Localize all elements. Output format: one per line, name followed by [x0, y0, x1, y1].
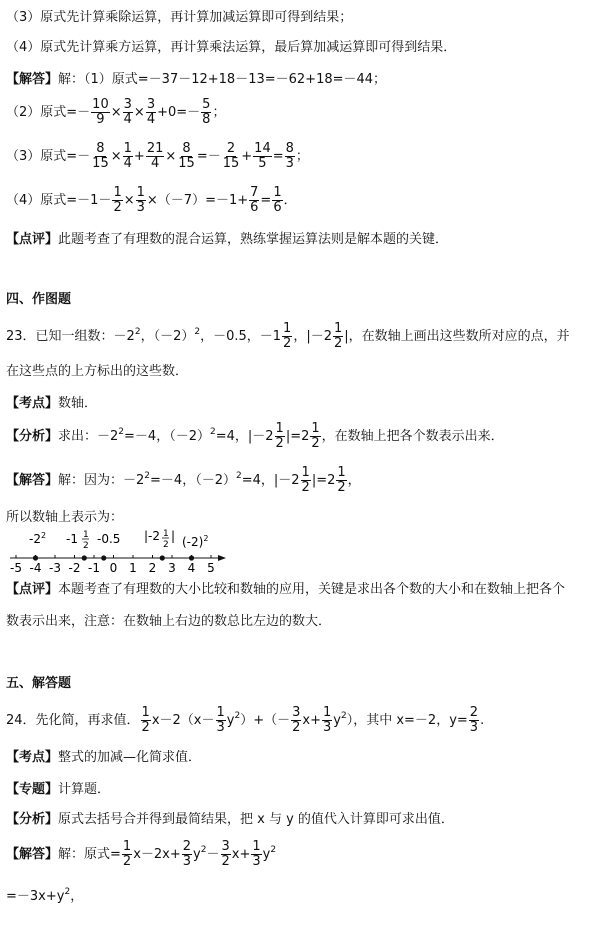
- fraction: $\frac{3}{4}$: [123, 97, 132, 127]
- number-line: [4, 528, 244, 576]
- question-23-line2: 在这些点的上方标出的这些数．: [6, 364, 189, 379]
- tick-label: 1: [129, 561, 137, 575]
- fraction: $\frac{8}{15}$: [178, 141, 195, 171]
- fraction: $\frac{1}{2}$: [122, 839, 132, 869]
- question-24: 24．先化简，再求值． $\frac{1}{2}$ x－2（x－ $\frac{1}{3}$ $y^2)+(-$ $\frac{3}{2}$ x+ $\frac{1}{3}$ $y^2$），其中 x=－2，y= $\frac{2}{3}$ .: [6, 705, 485, 735]
- fraction: $\frac{3}{2}$: [292, 705, 301, 735]
- label-frac-num: 1: [83, 530, 89, 540]
- answer-label: 【解答】: [6, 72, 59, 87]
- fraction: $\frac{1}{2}$: [301, 465, 310, 495]
- label-neg-0-5: -0.5: [97, 532, 121, 546]
- number-point: [101, 555, 106, 560]
- kaodian-23: 【考点】数轴．: [6, 396, 98, 411]
- number-point: [189, 555, 194, 560]
- fraction: $\frac{1}{6}$: [273, 185, 282, 215]
- tick-label: 4: [187, 561, 196, 575]
- fraction: $\frac{1}{4}$: [123, 141, 132, 171]
- label-abs-neg-2-half: |-2: [144, 529, 161, 543]
- fraction: $\frac{1}{2}$: [275, 421, 284, 451]
- svg-text:1: 1: [163, 529, 169, 539]
- fraction: $\frac{2}{3}$: [469, 705, 479, 735]
- zhuanti-24: 【专题】计算题．: [6, 782, 111, 797]
- jieda-23: 【解答】解：因为：$-2^2=-4$，$(-2)^2=4$，|－2 $\frac{1}{2}$ |=2 $\frac{1}{2}$ ，: [6, 465, 361, 495]
- fraction: $\frac{8}{3}$: [285, 141, 294, 171]
- fraction: $\frac{1}{2}$: [311, 421, 320, 451]
- step4-text: （4）原式先计算乘方运算，再计算乘法运算，最后算加减运算即可得到结果．: [6, 40, 457, 55]
- number-point: [160, 555, 165, 560]
- tick-label: -2: [68, 561, 81, 575]
- label-neg-1-half: -1: [66, 532, 78, 546]
- axis-arrow: [218, 555, 226, 561]
- final-result: $=-3x+y^2$，: [6, 887, 84, 904]
- fraction: $\frac{2}{3}$: [182, 839, 192, 869]
- numberline-intro: 所以数轴上表示为：: [6, 510, 124, 525]
- fenxi-24: 【分析】原式去括号合并得到最简结果，把 x 与 y 的值代入计算即可求出值．: [6, 812, 454, 827]
- fraction: $\frac{5}{8}$: [202, 97, 211, 127]
- fraction: $\frac{1}{3}$: [252, 839, 261, 869]
- fraction: $\frac{1}{2}$: [333, 321, 343, 351]
- tick-label: -5: [10, 561, 22, 575]
- equation-3: （3）原式=－ $\frac{8}{15}$ × $\frac{1}{4}$ + $\frac{21}{4}$ × $\frac{8}{15}$ =－ $\frac{2}{15}$ + $\frac{14}{5}$ = $\frac{8}{3}$ ；: [6, 141, 309, 171]
- tick-label: -1: [88, 561, 100, 575]
- fraction: $\frac{2}{15}$: [222, 141, 240, 171]
- fraction: $\frac{7}{6}$: [250, 185, 259, 215]
- comment-23-line2: 数表示出来，注意：在数轴上右边的数总比左边的数大．: [6, 614, 332, 629]
- fraction: $\frac{14}{5}$: [254, 141, 271, 171]
- tick-label: 3: [168, 561, 176, 575]
- number-point: [33, 555, 38, 560]
- tick-label: 0: [109, 561, 118, 575]
- equation-4: （4）原式=－1－ $\frac{1}{2}$ × $\frac{1}{3}$ ×（－7）=－1+ $\frac{7}{6}$ = $\frac{1}{6}$ ．: [6, 185, 297, 215]
- fraction: $\frac{3}{2}$: [221, 839, 230, 869]
- fraction: $\frac{1}{3}$: [136, 185, 145, 215]
- fraction: $\frac{1}{3}$: [216, 705, 225, 735]
- tick-label: 5: [207, 561, 215, 575]
- comment-1-text: 此题考查了有理数的混合运算，熟练掌握运算法则是解本题的关键．: [58, 232, 449, 247]
- question-23: 23．已知一组数：$-2^2$，$(-2)^2$，－0.5，－1 $\frac{1}{2}$ ，|－2 $\frac{1}{2}$ |，在数轴上画出这些数所对应的点，并: [6, 321, 570, 351]
- fenxi-23: 【分析】求出：$-2^2=-4$，$(-2)^2=4$，|－2 $\frac{1}{2}$ |=2 $\frac{1}{2}$ ，在数轴上把各个数表示出来．: [6, 421, 504, 451]
- number-line-labels: [29, 529, 208, 551]
- comment-label: 【点评】: [6, 232, 59, 247]
- answer-1-text: 解：（1）原式=－37－12+18－13=－62+18=－44；: [58, 72, 387, 87]
- fraction: $\frac{1}{2}$: [141, 705, 150, 735]
- tick-label: 2: [148, 561, 157, 575]
- fraction: $\frac{1}{2}$: [113, 185, 122, 215]
- fraction: $\frac{10}{9}$: [92, 97, 109, 127]
- label-frac-den: 2: [83, 541, 89, 551]
- tick-label: -4: [29, 561, 42, 575]
- comment-1: [6, 232, 448, 248]
- step3-text: （3）原式先计算乘除运算，再计算加减运算即可得到结果；: [6, 10, 353, 25]
- answer-1: [6, 72, 386, 88]
- eq-text: （2）原式=－: [6, 105, 91, 120]
- kaodian-24: 【考点】整式的加减—化简求值．: [6, 750, 202, 765]
- number-point: [82, 555, 87, 560]
- svg-text:|: |: [171, 529, 176, 543]
- svg-text:2: 2: [163, 540, 169, 550]
- fraction: $\frac{3}{4}$: [146, 97, 156, 127]
- fraction: $\frac{21}{4}$: [146, 141, 164, 171]
- fraction: $\frac{1}{2}$: [283, 321, 292, 351]
- tick-label: -3: [49, 561, 61, 575]
- fraction: $\frac{1}{3}$: [323, 705, 332, 735]
- fraction: $\frac{1}{2}$: [337, 465, 346, 495]
- section-4-heading: 四、作图题: [6, 292, 72, 307]
- jieda-24: 【解答】解：原式= $\frac{1}{2}$ x－2x+ $\frac{2}{3}$ $y^2-$ $\frac{3}{2}$ x+ $\frac{1}{3}$ $y^2$: [6, 839, 277, 869]
- comment-23: 【点评】本题考查了有理数的大小比较和数轴的应用，关键是求出各个数的大小和在数轴上把各个: [6, 582, 566, 597]
- label-neg2-squared-paren: $(-2)^2$: [182, 534, 209, 549]
- section-5-heading: 五、解答题: [6, 676, 72, 691]
- fraction: $\frac{8}{15}$: [92, 141, 109, 171]
- label-neg-2-squared: $-2^2$: [29, 531, 47, 546]
- equation-2: （2）原式=－ $\frac{10}{9}$ × $\frac{3}{4}$ × $\frac{3}{4}$ +0=－ $\frac{5}{8}$ ；: [6, 97, 226, 127]
